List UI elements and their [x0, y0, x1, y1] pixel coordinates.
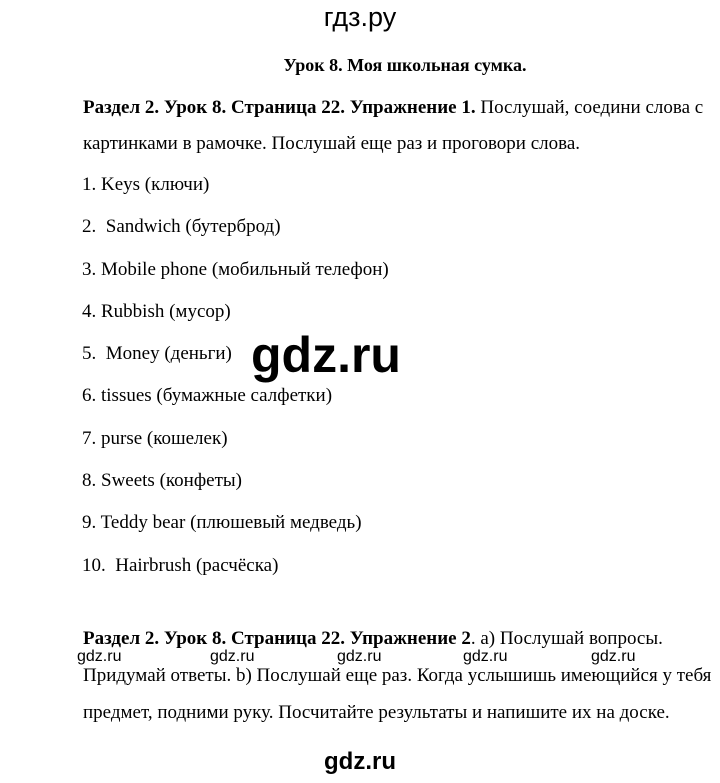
list-item: 5. Money (деньги)	[82, 343, 232, 365]
watermark-small: gdz.ru	[337, 648, 382, 665]
watermark-small: gdz.ru	[77, 648, 122, 665]
watermark-small: gdz.ru	[463, 648, 508, 665]
list-item: 2. Sandwich (бутерброд)	[82, 216, 281, 238]
list-item: 3. Mobile phone (мобильный телефон)	[82, 258, 389, 280]
list-item: 9. Teddy bear (плюшевый медведь)	[82, 512, 362, 534]
exercise-2-heading: Раздел 2. Урок 8. Страница 22. Упражнение 2	[83, 628, 471, 649]
list-item: 8. Sweets (конфеты)	[82, 470, 242, 492]
exercise-1-instruction: Послушай, соедини слова с картинками в рамочке. Послушай еще раз и проговори слова.	[83, 97, 704, 154]
list-item: 6. tissues (бумажные салфетки)	[82, 385, 333, 407]
list-item: 10. Hairbrush (расчёска)	[82, 554, 279, 576]
watermark-small: gdz.ru	[210, 648, 255, 665]
list-item: 1. Keys (ключи)	[82, 174, 210, 195]
watermark-large: gdz.ru	[251, 327, 401, 383]
site-header: гдз.ру	[323, 2, 397, 32]
exercise-2-instruction: . а) Послушай вопросы. Придумай ответы. b) Послушай еще раз. Когда услышишь имеющийся у тебя предмет, подними руку. Посчитайте результаты и напишите их на доске.	[83, 628, 712, 723]
lesson-title: Урок 8. Моя школьная сумка.	[283, 55, 527, 75]
site-footer[interactable]: gdz.ru	[324, 748, 396, 775]
exercise-1-paragraph	[33, 90, 720, 162]
watermark-small: gdz.ru	[591, 648, 636, 665]
exercise-2-paragraph	[33, 620, 720, 731]
list-item: 4. Rubbish (мусор)	[82, 300, 231, 322]
exercise-1-heading: Раздел 2. Урок 8. Страница 22. Упражнение 1.	[83, 97, 476, 118]
list-item: 7. purse (кошелек)	[82, 427, 228, 449]
